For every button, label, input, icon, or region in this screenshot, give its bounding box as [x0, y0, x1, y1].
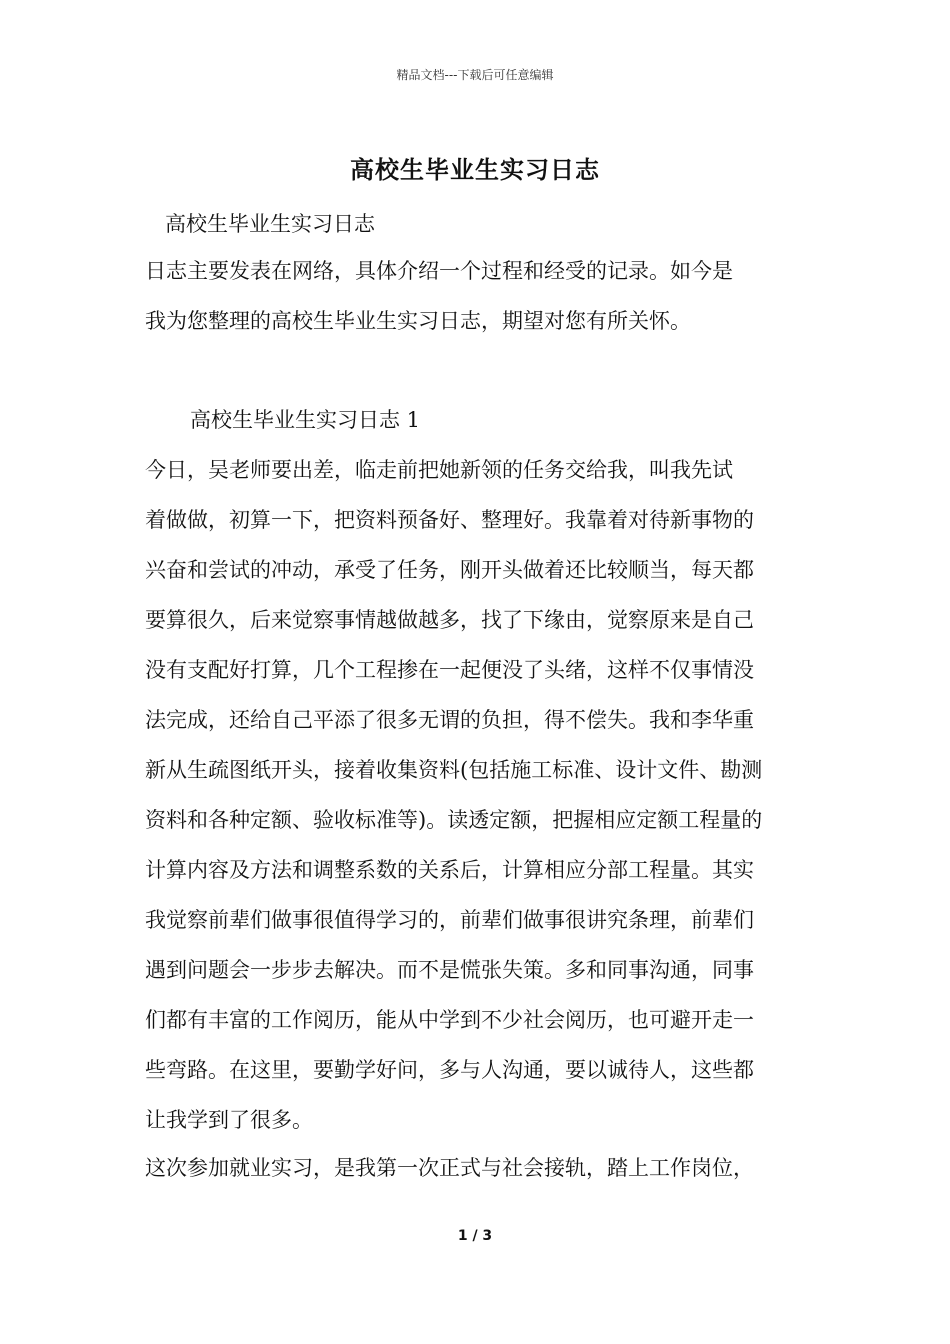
paragraph-line: 资料和各种定额、验收标准等)。读透定额，把握相应定额工程量的	[145, 808, 763, 832]
paragraph-line: 法完成，还给自己平添了很多无谓的负担，得不偿失。我和李华重	[145, 708, 754, 732]
page-header: 精品文档---下载后可任意编辑	[396, 68, 554, 82]
paragraph-line: 这次参加就业实习，是我第一次正式与社会接轨，踏上工作岗位，	[145, 1156, 754, 1180]
paragraph-line: 让我学到了很多。	[145, 1108, 313, 1132]
intro-paragraph	[145, 246, 810, 346]
document-title: 高校生毕业生实习日志	[350, 155, 600, 184]
paragraph-line: 要算很久，后来觉察事情越做越多，找了下缘由，觉察原来是自己	[145, 608, 754, 632]
paragraph-line: 我为您整理的高校生毕业生实习日志，期望对您有所关怀。	[145, 309, 691, 333]
body-paragraph-1	[145, 445, 810, 1145]
section-heading: 高校生毕业生实习日志 1	[190, 408, 421, 432]
paragraph-line: 今日，吴老师要出差，临走前把她新领的任务交给我，叫我先试	[145, 458, 733, 482]
document-subtitle: 高校生毕业生实习日志	[165, 212, 375, 236]
paragraph-line: 兴奋和尝试的冲动，承受了任务，刚开头做着还比较顺当，每天都	[145, 558, 754, 582]
paragraph-line: 们都有丰富的工作阅历，能从中学到不少社会阅历，也可避开走一	[145, 1008, 754, 1032]
paragraph-line: 没有支配好打算，几个工程掺在一起便没了头绪，这样不仅事情没	[145, 658, 754, 682]
paragraph-line: 新从生疏图纸开头，接着收集资料(包括施工标准、设计文件、勘测	[145, 758, 763, 782]
paragraph-line: 日志主要发表在网络，具体介绍一个过程和经受的记录。如今是	[145, 259, 733, 283]
paragraph-line: 计算内容及方法和调整系数的关系后，计算相应分部工程量。其实	[145, 858, 754, 882]
paragraph-line: 遇到问题会一步步去解决。而不是慌张失策。多和同事沟通，同事	[145, 958, 754, 982]
paragraph-line: 着做做，初算一下，把资料预备好、整理好。我靠着对待新事物的	[145, 508, 754, 532]
body-paragraph-2	[145, 1143, 810, 1193]
page-indicator: 1 / 3	[457, 1228, 493, 1244]
paragraph-line: 些弯路。在这里，要勤学好问，多与人沟通，要以诚待人，这些都	[145, 1058, 754, 1082]
paragraph-line: 我觉察前辈们做事很值得学习的，前辈们做事很讲究条理，前辈们	[145, 908, 754, 932]
